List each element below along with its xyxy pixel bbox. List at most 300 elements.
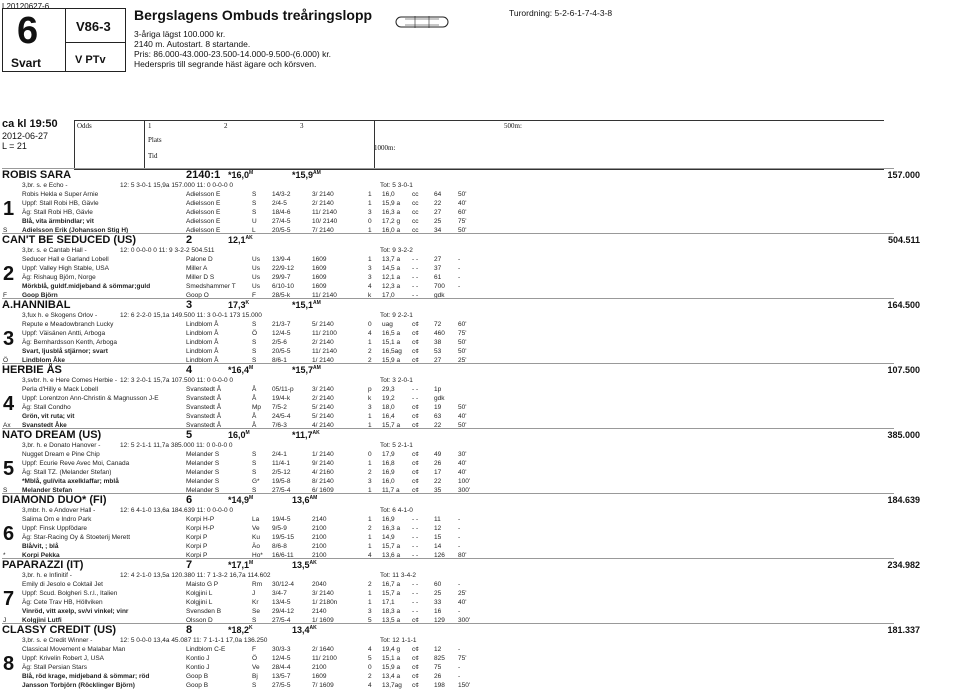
record: $*17,1^M$ [228, 560, 254, 570]
start-cell: c¢ [412, 664, 419, 671]
start-cell: 40' [458, 200, 467, 207]
start-cell: 17,1 [382, 599, 395, 606]
start-cell: - - [412, 608, 419, 615]
horse-detail: Uppf: Finsk Uppfödare [22, 525, 88, 532]
horse-letter: S [3, 487, 8, 494]
start-trainer: Adielsson E [186, 218, 221, 225]
condition-line: Pris: 86.000-43.000-23.500-14.000-9.500-(6.000) kr. [134, 49, 332, 59]
horse-info: 3,mbr. h. e Andover Hall - [22, 507, 96, 514]
start-cell: 19,2 [382, 395, 395, 402]
start-cell: 80' [458, 552, 467, 559]
start-cell: c¢ [412, 330, 419, 337]
horse-stats: 12: 3 2-0-1 15,7a 107.500 11: 0 0-0-0 0 [120, 377, 233, 384]
start-cell: 7/6-3 [272, 422, 287, 429]
start-cell: 26 [434, 673, 442, 680]
record: $*18,2^K$ [228, 625, 253, 635]
start-cell: 8/ 2140 [312, 478, 334, 485]
start-cell: 53 [434, 348, 442, 355]
start-cell: 1 [368, 422, 372, 429]
start-cell: cc [412, 218, 419, 225]
start-cell: L [252, 227, 256, 234]
start-cell: - - [412, 386, 419, 393]
start-cell: 4/ 2140 [312, 422, 334, 429]
start-cell: 1/ 2140 [312, 357, 334, 364]
start-cell: 6/10-10 [272, 283, 295, 290]
start-cell: 1 [368, 590, 372, 597]
start-cell: 10/ 2140 [312, 218, 338, 225]
bet-code: V86-3 [76, 19, 111, 34]
start-cell: 27 [434, 357, 442, 364]
start-cell: 700 [434, 283, 445, 290]
turn-order: Turordning: 5-2-6-1-7-4-3-8 [509, 8, 613, 18]
track-icon [395, 16, 449, 28]
start-trainer: Svanstedt Å [186, 386, 222, 393]
start-cell: 2 [368, 357, 372, 364]
start-cell: 2/4-1 [272, 451, 287, 458]
horse-detail: Vinröd, vitt axelp, sv/vi vinkel; vinr [22, 608, 129, 615]
start-cell: 15,9 a [382, 357, 401, 364]
horse-detail: Melander Stefan [22, 487, 73, 494]
start-cell: 2 [368, 348, 372, 355]
start-cell: cc [412, 191, 419, 198]
start-cell: - - [412, 395, 419, 402]
horse-total: Tot: 12 1-1-1 [380, 637, 417, 644]
start-cell: 30/3-3 [272, 646, 291, 653]
start-cell: 17,2 g [382, 218, 401, 225]
start-cell: 50' [458, 191, 467, 198]
horse-letter: * [3, 552, 6, 559]
start-cell: 1 [368, 227, 372, 234]
start-cell: 1 [368, 339, 372, 346]
start-cell: 16,8 [382, 460, 395, 467]
start-cell: 50' [458, 422, 467, 429]
tid-label: Tid [148, 152, 158, 160]
start-cell: 16,0 [382, 478, 395, 485]
start-trainer: Korpi P [186, 552, 208, 559]
start-cell: S [252, 617, 257, 624]
start-cell: 15,7 a [382, 422, 401, 429]
start-trainer: Lindblom Å [186, 330, 219, 337]
start-cell: S [252, 357, 257, 364]
start-cell: 16,0 a [382, 227, 401, 234]
start-cell: k [368, 395, 372, 402]
horse-stats: 12: 5 3-0-1 15,9a 157.000 11: 0 0-0-0 0 [120, 182, 233, 189]
start-cell: 0 [368, 451, 372, 458]
horse-total: Tot: 9 3-2-2 [380, 247, 413, 254]
start-cell: 14 [434, 543, 442, 550]
start-cell: 1/ 2140 [312, 451, 334, 458]
start-cell: - - [412, 283, 419, 290]
start-cell: J [252, 590, 256, 597]
horse-info: 3,br. h. e Donato Hanover - [22, 442, 101, 449]
start-cell: 1 [368, 413, 372, 420]
horse-distance: 7 [186, 559, 193, 571]
start-cell: 60' [458, 321, 467, 328]
record-auto: $13,6^{AM}$ [292, 495, 318, 505]
start-cell: 5 [368, 655, 372, 662]
start-cell: 1/ 2180n [312, 599, 338, 606]
start-cell: 27 [434, 209, 442, 216]
horse-detail: Robis Hekla e Super Arnie [22, 191, 99, 198]
horse-total: Tot: 6 4-1-0 [380, 507, 413, 514]
start-cell: Ö [252, 330, 258, 337]
horse-name: CAN'T BE SEDUCED (US) [2, 234, 137, 246]
start-cell: 11/ 2100 [312, 330, 337, 337]
start-cell: c¢ [412, 321, 419, 328]
start-cell: 9/5-9 [272, 525, 287, 532]
start-cell: c¢ [412, 413, 419, 420]
post-position: 5 [3, 458, 15, 480]
start-cell: 11,7 a [382, 487, 400, 494]
start-cell: 16,4 [382, 413, 395, 420]
start-cell: - [458, 664, 461, 671]
start-trainer: Lindblom C-E [186, 646, 226, 653]
horse-info: 3,svbr. h. e Here Comes Herbie - [22, 377, 118, 384]
start-cell: 22 [434, 200, 442, 207]
horse-stats: 12: 5 2-1-1 11,7a 385.000 11: 0 0-0-0 0 [120, 442, 233, 449]
bet-types: V PTv [75, 54, 106, 66]
start-cell: 1609 [312, 283, 327, 290]
start-cell: 13,4 a [382, 673, 401, 680]
start-cell: 0 [368, 664, 372, 671]
horse-stats: 12: 5 0-0-0 13,4a 45.087 11: 7 1-1-1 17,0a 136.250 [120, 637, 268, 644]
horse-detail: Blå/vit, ; blå [22, 543, 59, 550]
horse-distance: 6 [186, 494, 193, 506]
start-cell: 40' [458, 599, 467, 606]
start-cell: S [252, 682, 257, 689]
race-number: 6 [17, 10, 39, 52]
horse-total: Tot: 3 2-0-1 [380, 377, 413, 384]
horse-stats: 12: 6 2-2-0 15,1a 149.500 11: 3 0-0-1 173 15.000 [120, 312, 262, 319]
start-cell: 24/5-4 [272, 413, 291, 420]
start-cell: c¢ [412, 478, 419, 485]
start-cell: 5/ 2140 [312, 413, 334, 420]
record-auto: $*15,7^{AM}$ [292, 365, 321, 375]
start-cell: 1 [368, 516, 372, 523]
start-cell: Ö [252, 655, 258, 662]
start-cell: Å [252, 386, 257, 393]
start-cell: 30' [458, 451, 467, 458]
start-cell: Ve [252, 664, 260, 671]
start-cell: 13/4-5 [272, 599, 291, 606]
start-cell: 129 [434, 617, 445, 624]
start-cell: 19/4-5 [272, 516, 291, 523]
start-cell: 18,3 a [382, 608, 401, 615]
start-cell: 19/5-15 [272, 534, 295, 541]
start-cell: 17,0 [382, 292, 395, 299]
start-cell: 16,5 a [382, 330, 401, 337]
start-cell: 460 [434, 330, 445, 337]
start-cell: 27/5-5 [272, 682, 291, 689]
start-cell: - [458, 534, 461, 541]
start-cell: 16/6-11 [272, 552, 294, 559]
start-cell: 40' [458, 413, 467, 420]
start-cell: 16,7 a [382, 581, 401, 588]
start-cell: 16,5ag [382, 348, 402, 355]
start-cell: 14/3-2 [272, 191, 291, 198]
start-cell: 35 [434, 487, 442, 494]
start-cell: 1 [368, 534, 372, 541]
horse-name: PAPARAZZI (IT) [2, 559, 84, 571]
race-title: Bergslagens Ombuds treåringslopp [134, 7, 373, 23]
post-position: 6 [3, 523, 15, 545]
start-cell: 27 [434, 256, 442, 263]
start-cell: 2/ 2140 [312, 395, 334, 402]
start-cell: F [252, 646, 256, 653]
start-cell: 1609 [312, 256, 327, 263]
start-cell: 11/ 2140 [312, 292, 337, 299]
start-cell: c¢ [412, 646, 419, 653]
start-cell: S [252, 339, 257, 346]
start-trainer: Kolgjini L [186, 599, 213, 606]
race-reference: L20120627-6 [2, 2, 50, 11]
horse-name: A.HANNIBAL [2, 299, 71, 311]
start-cell: 29,3 [382, 386, 395, 393]
horse-name: ROBIS SARA [2, 169, 72, 181]
start-cell: 5/ 2140 [312, 404, 334, 411]
start-cell: 21/3-7 [272, 321, 291, 328]
start-cell: 3/ 2140 [312, 386, 334, 393]
horse-detail: Svanstedt Åke [22, 422, 67, 429]
horse-detail: Lindblom Åke [22, 357, 65, 364]
record: $12,1^{AK}$ [228, 235, 253, 245]
start-trainer: Melander S [186, 469, 220, 476]
start-trainer: Lindblom Å [186, 321, 219, 328]
horse-detail: Salima Om e Indro Park [22, 516, 92, 523]
horse-name: NATO DREAM (US) [2, 429, 102, 441]
start-cell: 15,1 a [382, 655, 401, 662]
start-cell: - - [412, 265, 419, 272]
horse-detail: Goop Björn [22, 292, 58, 299]
start-cell: 75' [458, 330, 467, 337]
record: $*16,4^M$ [228, 365, 254, 375]
start-cell: 7/ 2140 [312, 227, 334, 234]
horse-detail: Blå, röd krage, midjeband & sömmar; röd [22, 673, 150, 680]
start-cell: 2100 [312, 534, 327, 541]
race-distance: L = 21 [2, 141, 27, 151]
start-cell: 22 [434, 422, 442, 429]
start-cell: 2/ 2140 [312, 339, 334, 346]
start-cell: - - [412, 552, 419, 559]
horse-letter: Ax [3, 422, 11, 429]
start-cell: - - [412, 516, 419, 523]
start-cell: 2040 [312, 581, 327, 588]
start-cell: 16,3 a [382, 525, 401, 532]
start-trainer: Olsson D [186, 617, 213, 624]
start-cell: - - [412, 274, 419, 281]
start-trainer: Smedshammer T [186, 283, 236, 290]
horse-detail: Äg: Stall Robi HB, Gävle [22, 209, 93, 216]
horse-name: CLASSY CREDIT (US) [2, 624, 117, 636]
horse-detail: Blå, vita ärmbindlar; vit [22, 218, 94, 225]
horse-detail: Perla d'Hilly e Mack Lobell [22, 386, 99, 393]
start-cell: 16,9 [382, 469, 395, 476]
start-cell: 18/4-6 [272, 209, 291, 216]
start-cell: 12,3 a [382, 283, 401, 290]
start-cell: 15,9 a [382, 664, 401, 671]
horse-detail: Nugget Dream e Pine Chip [22, 451, 100, 458]
horse-letter: J [3, 617, 7, 624]
start-cell: 33 [434, 599, 442, 606]
start-cell: 26 [434, 460, 442, 467]
start-cell: 1609 [312, 265, 327, 272]
start-trainer: Korpi H-P [186, 525, 215, 532]
start-cell: gdk [434, 292, 445, 299]
horse-detail: Seducer Hall e Garland Lobell [22, 256, 109, 263]
start-cell: 12 [434, 525, 442, 532]
start-cell: 3 [368, 265, 372, 272]
start-cell: 15,9 a [382, 200, 401, 207]
start-cell: 28/4-4 [272, 664, 291, 671]
divider [2, 168, 894, 169]
start-cell: Å [252, 395, 257, 402]
start-trainer: Melander S [186, 451, 220, 458]
start-cell: uag [382, 321, 393, 328]
start-cell: - [458, 673, 461, 680]
start-cell: S [252, 191, 257, 198]
start-cell: 7/5-2 [272, 404, 287, 411]
start-cell: - - [412, 581, 419, 588]
total-earnings: 234.982 [887, 560, 920, 570]
horse-detail: Mörkblå, guldf.midjeband & sömmar;guld [22, 283, 151, 290]
start-cell: 825 [434, 655, 445, 662]
post-position: 1 [3, 198, 15, 220]
start-cell: 16,0 [382, 191, 395, 198]
start-cell: cc [412, 200, 419, 207]
start-trainer: Kontio J [186, 655, 210, 662]
start-cell: 4 [368, 552, 372, 559]
start-cell: - - [412, 525, 419, 532]
total-earnings: 181.337 [887, 625, 920, 635]
start-cell: 1 [368, 543, 372, 550]
start-cell: - [458, 543, 461, 550]
horse-distance: 3 [186, 299, 193, 311]
start-cell: Ve [252, 525, 260, 532]
start-cell: Mp [252, 404, 262, 411]
start-cell: - [458, 608, 461, 615]
horse-stats: 12: 0 0-0-0 0 11: 9 3-2-2 504.511 [120, 247, 215, 254]
start-cell: 2 [368, 673, 372, 680]
start-cell: - [458, 256, 461, 263]
split-500: 500m: [504, 122, 522, 130]
start-trainer: Svensden B [186, 608, 222, 615]
start-trainer: Melander S [186, 487, 220, 494]
start-cell: c¢ [412, 682, 419, 689]
col-2: 2 [224, 122, 228, 130]
start-trainer: Miller D S [186, 274, 215, 281]
start-cell: 0 [368, 321, 372, 328]
start-cell: 4 [368, 283, 372, 290]
start-cell: Å [252, 422, 257, 429]
start-cell: gdk [434, 395, 445, 402]
total-earnings: 107.500 [887, 365, 920, 375]
start-cell: F [252, 292, 256, 299]
odds-label: Odds [77, 122, 92, 130]
start-cell: 1/ 1609 [312, 617, 334, 624]
start-cell: 38 [434, 339, 442, 346]
start-cell: 22 [434, 478, 442, 485]
start-trainer: Lindblom Å [186, 357, 219, 364]
race-date: 2012-06-27 [2, 131, 49, 141]
start-cell: - - [412, 543, 419, 550]
horse-detail: Äg: Stall TZ. (Melander Stefan) [22, 469, 112, 476]
divider [2, 298, 894, 299]
start-cell: Se [252, 608, 260, 615]
start-cell: 1 [368, 256, 372, 263]
start-cell: 3 [368, 478, 372, 485]
start-cell: c¢ [412, 348, 419, 355]
start-trainer: Lindblom Å [186, 348, 219, 355]
start-cell: p [368, 386, 372, 393]
start-cell: U [252, 218, 257, 225]
start-cell: 13/9-4 [272, 256, 291, 263]
start-cell: c¢ [412, 617, 419, 624]
post-position: 8 [3, 653, 15, 675]
start-cell: 0 [368, 218, 372, 225]
start-cell: S [252, 209, 257, 216]
start-cell: 1 [368, 599, 372, 606]
start-cell: 2100 [312, 525, 327, 532]
start-cell: Kr [252, 599, 259, 606]
horse-distance: 2140:1 [186, 169, 221, 181]
start-cell: 1609 [312, 673, 327, 680]
start-cell: 11/ 2140 [312, 348, 337, 355]
total-earnings: 184.639 [887, 495, 920, 505]
start-cell: 2 [368, 469, 372, 476]
start-cell: 100' [458, 478, 471, 485]
start-cell: 2 [368, 525, 372, 532]
start-cell: S [252, 200, 257, 207]
start-cell: 18,0 [382, 404, 395, 411]
start-cell: c¢ [412, 451, 419, 458]
start-cell: 05/11-p [272, 386, 294, 393]
horse-detail: Kolgjini Lutfi [22, 617, 62, 624]
start-cell: 4 [368, 330, 372, 337]
start-cell: S [252, 469, 257, 476]
horse-detail: Uppf: Scud. Bolgheri S.r.l., Italien [22, 590, 118, 597]
start-cell: 3 [368, 274, 372, 281]
start-cell: 150' [458, 682, 471, 689]
start-cell: 75' [458, 655, 467, 662]
start-trainer: Korpi P [186, 543, 208, 550]
condition-line: 3-åriga lägst 100.000 kr. [134, 29, 226, 39]
start-cell: S [252, 451, 257, 458]
start-cell: 72 [434, 321, 442, 328]
horse-detail: Adielsson Erik (Johansson Stig H) [22, 227, 129, 234]
start-cell: 2/5-6 [272, 339, 287, 346]
start-cell: 2140 [312, 608, 327, 615]
start-cell: 27/5-4 [272, 617, 291, 624]
start-cell: Us [252, 256, 260, 263]
start-cell: 1609 [312, 274, 327, 281]
horse-distance: 5 [186, 429, 193, 441]
total-earnings: 504.511 [887, 235, 920, 245]
start-trainer: Maisto G P [186, 581, 219, 588]
start-cell: 25' [458, 590, 467, 597]
start-cell: Bj [252, 673, 258, 680]
start-cell: 11/4-1 [272, 460, 290, 467]
start-cell: 75 [434, 664, 442, 671]
start-trainer: Kolgjini L [186, 590, 213, 597]
start-cell: - [458, 274, 461, 281]
odds-grid [74, 120, 884, 170]
start-cell: c¢ [412, 357, 419, 364]
horse-detail: Uppf: Valley High Stable, USA [22, 265, 109, 272]
col-1: 1 [148, 122, 152, 130]
divider [2, 558, 894, 559]
start-cell: - - [412, 599, 419, 606]
start-cell: 2100 [312, 552, 327, 559]
